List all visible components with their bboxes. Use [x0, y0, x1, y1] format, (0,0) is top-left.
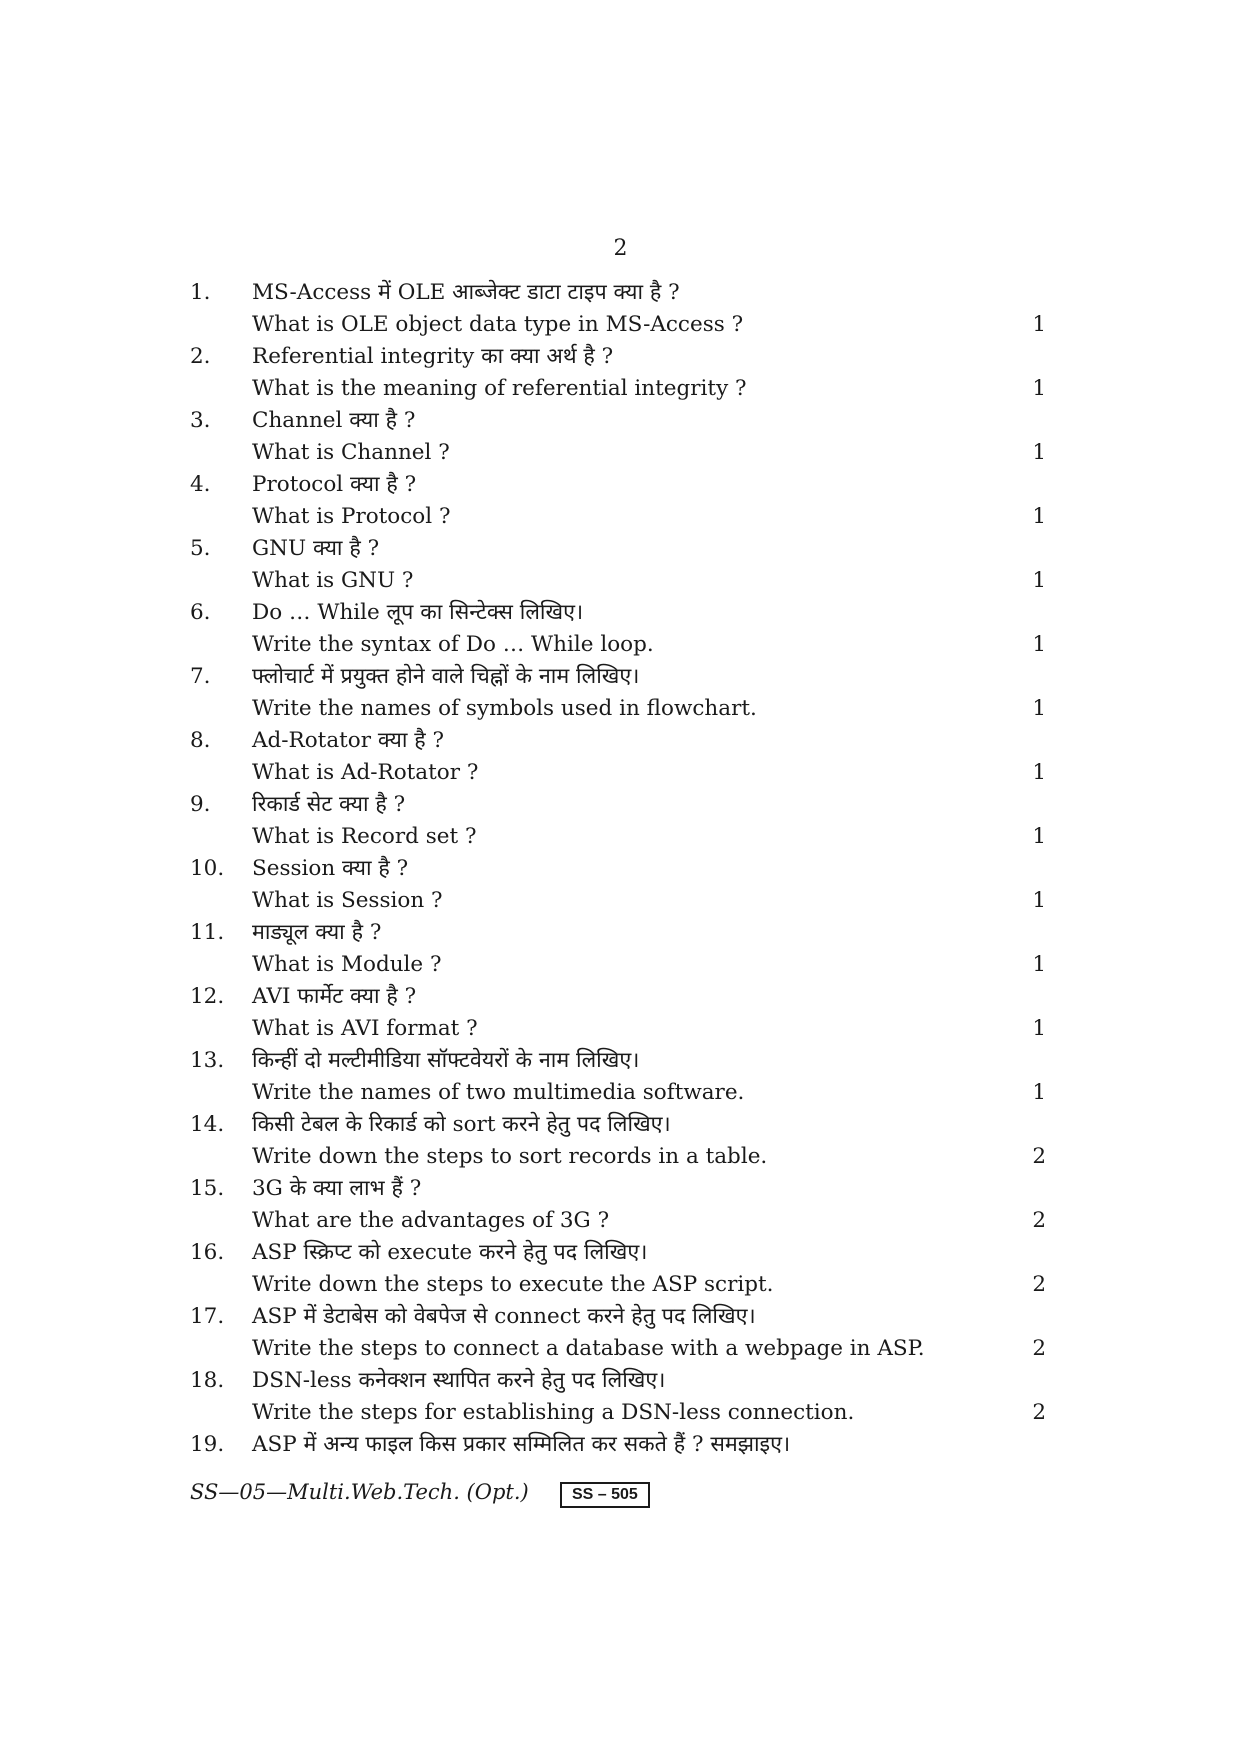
question-line-hindi — [190, 469, 1060, 501]
question-number: 5. — [190, 536, 211, 561]
question-line-english — [190, 1269, 1060, 1301]
question-english: What is GNU ? — [252, 568, 414, 593]
question-item — [190, 469, 1060, 533]
question-number: 2. — [190, 344, 211, 369]
question-english: Write down the steps to sort records in a table. — [252, 1144, 768, 1169]
question-english: What is the meaning of referential integrity ? — [252, 376, 747, 401]
question-hindi: किसी टेबल के रिकार्ड को sort करने हेतु पद लिखिए। — [252, 1112, 671, 1137]
question-number: 17. — [190, 1304, 225, 1329]
question-english: What is Protocol ? — [252, 504, 451, 529]
question-number: 4. — [190, 472, 211, 497]
question-line-hindi — [190, 917, 1060, 949]
question-hindi: Ad-Rotator क्या है ? — [252, 728, 444, 753]
question-item — [190, 341, 1060, 405]
question-line-hindi — [190, 277, 1060, 309]
question-line-english — [190, 373, 1060, 405]
question-marks: 1 — [1032, 760, 1046, 785]
question-marks: 1 — [1032, 312, 1046, 337]
question-marks: 2 — [1032, 1400, 1046, 1425]
page-number: 2 — [613, 236, 628, 261]
question-line-hindi — [190, 405, 1060, 437]
question-line-hindi — [190, 1301, 1060, 1333]
question-marks: 1 — [1032, 696, 1046, 721]
question-item — [190, 1045, 1060, 1109]
question-hindi: माड्यूल क्या है ? — [252, 920, 382, 945]
question-english: What is Channel ? — [252, 440, 450, 465]
question-item — [190, 1429, 1060, 1461]
question-item — [190, 789, 1060, 853]
question-english: What is AVI format ? — [252, 1016, 478, 1041]
question-line-hindi — [190, 853, 1060, 885]
question-hindi: किन्हीं दो मल्टीमीडिया सॉफ्टवेयरों के नाम लिखिए। — [252, 1048, 640, 1073]
question-marks: 1 — [1032, 888, 1046, 913]
question-marks: 1 — [1032, 568, 1046, 593]
question-marks: 1 — [1032, 824, 1046, 849]
question-line-english — [190, 885, 1060, 917]
question-line-hindi — [190, 341, 1060, 373]
question-marks: 2 — [1032, 1336, 1046, 1361]
question-number: 3. — [190, 408, 211, 433]
question-number: 18. — [190, 1368, 225, 1393]
question-english: What is Record set ? — [252, 824, 477, 849]
question-line-english — [190, 1013, 1060, 1045]
question-number: 12. — [190, 984, 225, 1009]
question-line-hindi — [190, 1045, 1060, 1077]
question-hindi: ASP में अन्य फाइल किस प्रकार सम्मिलित कर सकते हैं ? समझाइए। — [252, 1432, 791, 1457]
question-number: 9. — [190, 792, 211, 817]
question-line-english — [190, 949, 1060, 981]
question-line-english — [190, 1397, 1060, 1429]
question-hindi: AVI फार्मेट क्या है ? — [252, 984, 417, 1009]
question-list — [190, 277, 1060, 1461]
question-line-hindi — [190, 789, 1060, 821]
question-marks: 1 — [1032, 504, 1046, 529]
question-line-english — [190, 309, 1060, 341]
question-number: 1. — [190, 280, 211, 305]
question-hindi: DSN-less कनेक्शन स्थापित करने हेतु पद लिखिए। — [252, 1368, 666, 1393]
question-english: Write the names of symbols used in flowchart. — [252, 696, 757, 721]
paper-code-box: SS – 505 — [560, 1482, 650, 1508]
question-hindi: ASP में डेटाबेस को वेबपेज से connect करने हेतु पद लिखिए। — [252, 1304, 756, 1329]
question-number: 16. — [190, 1240, 225, 1265]
question-hindi: Do … While लूप का सिन्टेक्स लिखिए। — [252, 600, 584, 625]
question-line-hindi — [190, 533, 1060, 565]
question-marks: 1 — [1032, 1016, 1046, 1041]
question-hindi: MS-Access में OLE आब्जेक्ट डाटा टाइप क्या है ? — [252, 280, 680, 305]
question-number: 11. — [190, 920, 225, 945]
question-line-english — [190, 1077, 1060, 1109]
question-hindi: रिकार्ड सेट क्या है ? — [252, 792, 406, 817]
question-english: What is OLE object data type in MS-Access ? — [252, 312, 744, 337]
question-marks: 2 — [1032, 1208, 1046, 1233]
question-marks: 1 — [1032, 440, 1046, 465]
question-line-hindi — [190, 1173, 1060, 1205]
question-marks: 1 — [1032, 632, 1046, 657]
question-number: 7. — [190, 664, 211, 689]
question-english: Write the steps to connect a database with a webpage in ASP. — [252, 1336, 925, 1361]
question-item — [190, 661, 1060, 725]
question-item — [190, 277, 1060, 341]
question-line-english — [190, 821, 1060, 853]
question-english: What are the advantages of 3G ? — [252, 1208, 610, 1233]
question-english: What is Module ? — [252, 952, 442, 977]
question-line-english — [190, 1205, 1060, 1237]
question-item — [190, 1109, 1060, 1173]
question-marks: 2 — [1032, 1272, 1046, 1297]
question-line-english — [190, 565, 1060, 597]
question-line-hindi — [190, 981, 1060, 1013]
question-line-english — [190, 757, 1060, 789]
question-item — [190, 725, 1060, 789]
question-hindi: फ्लोचार्ट में प्रयुक्त होने वाले चिह्नों के नाम लिखिए। — [252, 664, 640, 689]
question-item — [190, 1237, 1060, 1301]
question-number: 14. — [190, 1112, 225, 1137]
question-item — [190, 597, 1060, 661]
question-english: Write the syntax of Do … While loop. — [252, 632, 654, 657]
question-number: 8. — [190, 728, 211, 753]
question-hindi: Channel क्या है ? — [252, 408, 416, 433]
question-line-hindi — [190, 1109, 1060, 1141]
question-number: 10. — [190, 856, 225, 881]
question-english: What is Ad-Rotator ? — [252, 760, 479, 785]
question-number: 13. — [190, 1048, 225, 1073]
question-hindi: Protocol क्या है ? — [252, 472, 417, 497]
question-line-hindi — [190, 1237, 1060, 1269]
question-number: 19. — [190, 1432, 225, 1457]
question-item — [190, 1301, 1060, 1365]
question-item — [190, 853, 1060, 917]
question-item — [190, 917, 1060, 981]
question-line-hindi — [190, 1365, 1060, 1397]
question-number: 15. — [190, 1176, 225, 1201]
question-line-english — [190, 501, 1060, 533]
question-item — [190, 533, 1060, 597]
question-item — [190, 1365, 1060, 1429]
question-english: Write the steps for establishing a DSN-less connection. — [252, 1400, 855, 1425]
question-number: 6. — [190, 600, 211, 625]
question-line-english — [190, 437, 1060, 469]
question-line-english — [190, 1141, 1060, 1173]
question-line-hindi — [190, 661, 1060, 693]
question-line-hindi — [190, 1429, 1060, 1461]
question-item — [190, 981, 1060, 1045]
question-hindi: Session क्या है ? — [252, 856, 409, 881]
question-hindi: 3G के क्या लाभ हैं ? — [252, 1176, 422, 1201]
question-line-hindi — [190, 725, 1060, 757]
question-line-english — [190, 1333, 1060, 1365]
footer-subject: SS—05—Multi.Web.Tech. (Opt.) — [190, 1480, 529, 1504]
question-line-english — [190, 629, 1060, 661]
question-marks: 2 — [1032, 1144, 1046, 1169]
question-marks: 1 — [1032, 376, 1046, 401]
question-hindi: ASP स्क्रिप्ट को execute करने हेतु पद लिखिए। — [252, 1240, 648, 1265]
question-item — [190, 405, 1060, 469]
question-line-hindi — [190, 597, 1060, 629]
question-english: Write down the steps to execute the ASP script. — [252, 1272, 774, 1297]
question-english: Write the names of two multimedia software. — [252, 1080, 745, 1105]
question-line-english — [190, 693, 1060, 725]
question-english: What is Session ? — [252, 888, 443, 913]
question-hindi: Referential integrity का क्या अर्थ है ? — [252, 344, 614, 369]
question-hindi: GNU क्या है ? — [252, 536, 380, 561]
question-item — [190, 1173, 1060, 1237]
question-marks: 1 — [1032, 1080, 1046, 1105]
question-marks: 1 — [1032, 952, 1046, 977]
